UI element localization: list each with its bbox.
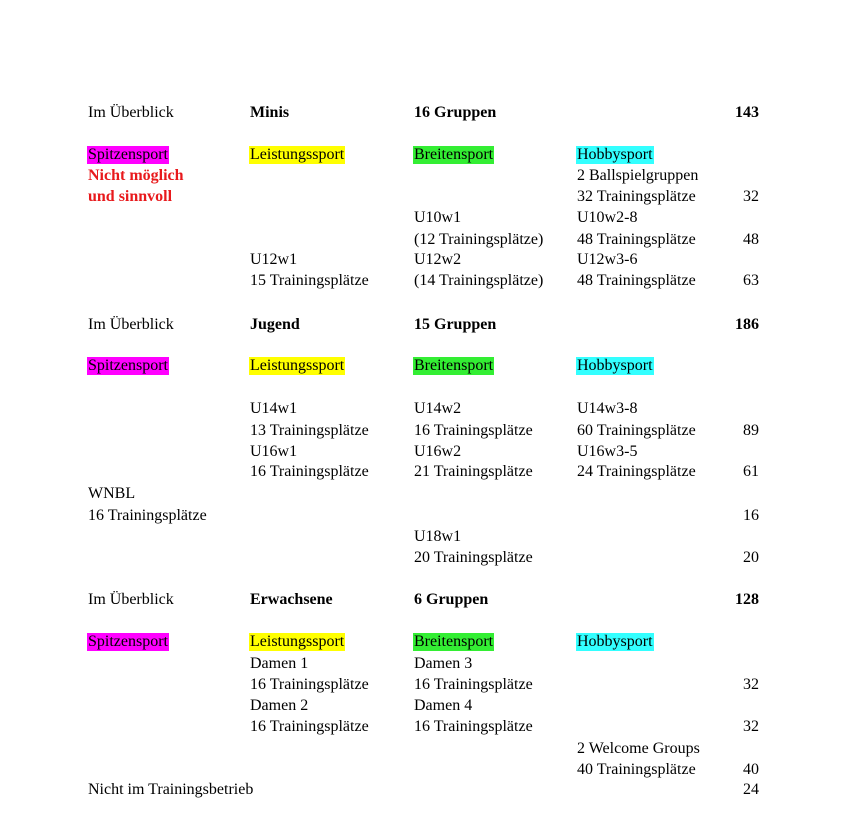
- hobby-group: U10w2-8: [577, 209, 638, 226]
- breiten-group: U14w2: [414, 400, 462, 417]
- hobby-group: 2 Ballspielgruppen: [577, 167, 699, 184]
- leistung-places: 16 Trainingsplätze: [250, 676, 369, 693]
- category-title: Erwachsene: [250, 591, 333, 608]
- row-count: 61: [743, 463, 759, 480]
- header-breitensport: Breitensport: [414, 146, 494, 163]
- hobby-group: U12w3-6: [577, 251, 638, 268]
- header-leistungssport: Leistungssport: [250, 357, 345, 374]
- header-spitzensport: Spitzensport: [88, 357, 168, 374]
- breiten-group: Damen 4: [414, 697, 473, 714]
- footer-label: Nicht im Trainingsbetrieb: [88, 781, 254, 798]
- overview-label: Im Überblick: [88, 316, 174, 333]
- row-count: 40: [743, 761, 759, 778]
- header-spitzensport: Spitzensport: [88, 633, 168, 650]
- overview-label: Im Überblick: [88, 591, 174, 608]
- hobby-places: 32 Trainingsplätze: [577, 188, 696, 205]
- section-total: 143: [735, 104, 759, 121]
- hobby-places: 60 Trainingsplätze: [577, 422, 696, 439]
- breiten-group: U16w2: [414, 443, 462, 460]
- spitzen-places: 16 Trainingsplätze: [88, 507, 207, 524]
- breiten-places: (12 Trainingsplätze): [414, 231, 544, 248]
- spitzen-group: WNBL: [88, 485, 136, 502]
- header-spitzensport: Spitzensport: [88, 146, 168, 163]
- leistung-places: 15 Trainingsplätze: [250, 272, 369, 289]
- breiten-places: (14 Trainingsplätze): [414, 272, 544, 289]
- breiten-group: U18w1: [414, 528, 462, 545]
- header-breitensport: Breitensport: [414, 357, 494, 374]
- hobby-places: 48 Trainingsplätze: [577, 231, 696, 248]
- note-line-1: Nicht möglich: [88, 167, 184, 184]
- breiten-places: 16 Trainingsplätze: [414, 718, 533, 735]
- overview-label: Im Überblick: [88, 104, 174, 121]
- section-total: 186: [735, 316, 759, 333]
- header-hobbysport: Hobbysport: [577, 146, 653, 163]
- leistung-group: U16w1: [250, 443, 298, 460]
- hobby-group: 2 Welcome Groups: [577, 740, 700, 757]
- header-hobbysport: Hobbysport: [577, 357, 653, 374]
- leistung-places: 16 Trainingsplätze: [250, 718, 369, 735]
- section-total: 128: [735, 591, 759, 608]
- group-count: 6 Gruppen: [414, 591, 489, 608]
- hobby-places: 24 Trainingsplätze: [577, 463, 696, 480]
- hobby-group: U16w3-5: [577, 443, 638, 460]
- leistung-group: U14w1: [250, 400, 298, 417]
- leistung-group: Damen 2: [250, 697, 309, 714]
- breiten-group: U12w2: [414, 251, 462, 268]
- row-count: 32: [743, 676, 759, 693]
- row-count: 32: [743, 718, 759, 735]
- row-count: 20: [743, 549, 759, 566]
- breiten-group: U10w1: [414, 209, 462, 226]
- breiten-group: Damen 3: [414, 655, 473, 672]
- group-count: 16 Gruppen: [414, 104, 497, 121]
- header-breitensport: Breitensport: [414, 633, 494, 650]
- leistung-group: U12w1: [250, 251, 298, 268]
- header-hobbysport: Hobbysport: [577, 633, 653, 650]
- header-leistungssport: Leistungssport: [250, 633, 345, 650]
- row-count: 89: [743, 422, 759, 439]
- leistung-places: 13 Trainingsplätze: [250, 422, 369, 439]
- note-line-2: und sinnvoll: [88, 188, 173, 205]
- hobby-group: U14w3-8: [577, 400, 638, 417]
- row-count: 63: [743, 272, 759, 289]
- breiten-places: 16 Trainingsplätze: [414, 676, 533, 693]
- hobby-places: 48 Trainingsplätze: [577, 272, 696, 289]
- row-count: 48: [743, 231, 759, 248]
- leistung-group: Damen 1: [250, 655, 309, 672]
- hobby-places: 40 Trainingsplätze: [577, 761, 696, 778]
- category-title: Jugend: [250, 316, 300, 333]
- group-count: 15 Gruppen: [414, 316, 497, 333]
- breiten-places: 16 Trainingsplätze: [414, 422, 533, 439]
- header-leistungssport: Leistungssport: [250, 146, 345, 163]
- breiten-places: 21 Trainingsplätze: [414, 463, 533, 480]
- row-count: 32: [743, 188, 759, 205]
- category-title: Minis: [250, 104, 290, 121]
- leistung-places: 16 Trainingsplätze: [250, 463, 369, 480]
- breiten-places: 20 Trainingsplätze: [414, 549, 533, 566]
- footer-count: 24: [743, 781, 759, 798]
- row-count: 16: [743, 507, 759, 524]
